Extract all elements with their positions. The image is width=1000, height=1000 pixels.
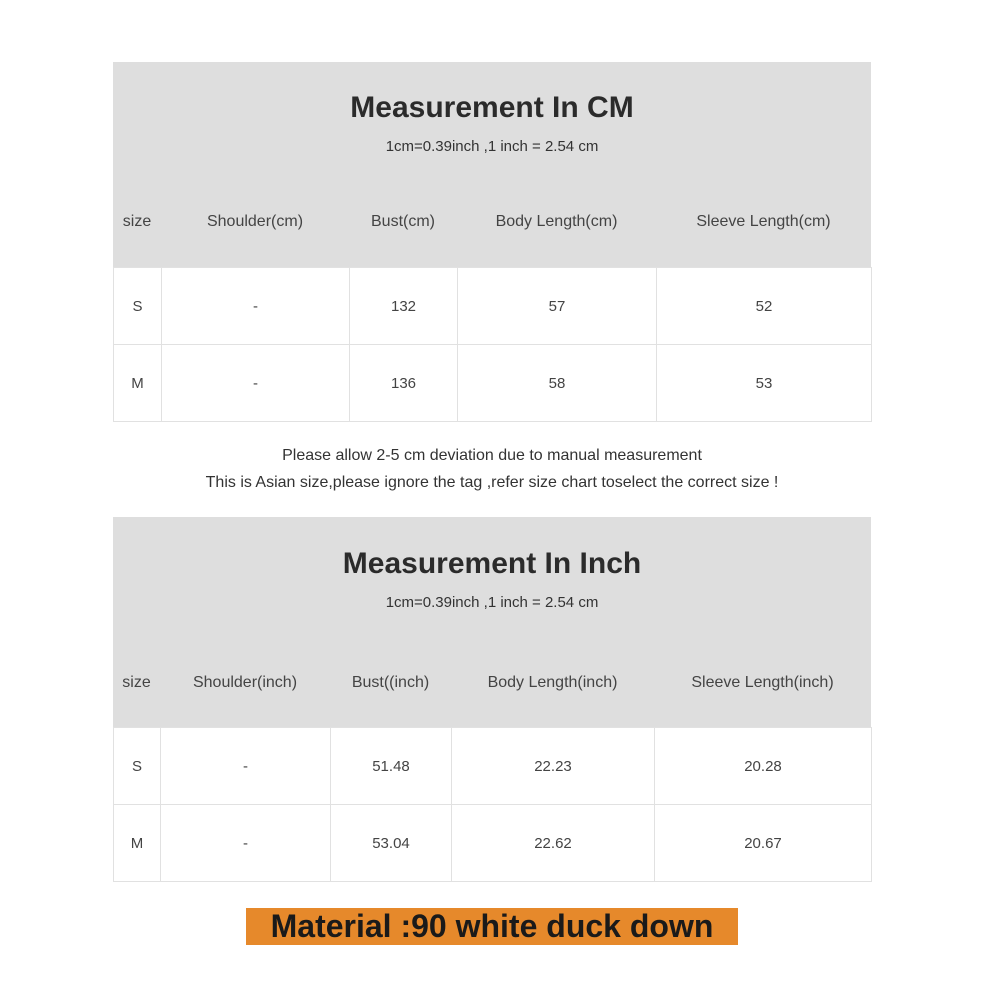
cell-size: M [114,345,162,422]
cell-bust: 51.48 [331,728,452,805]
cell-shoulder: - [162,345,350,422]
cell-shoulder: - [162,268,350,345]
cell-sleeve-length: 53 [657,345,872,422]
table-row [114,728,872,805]
inch-subtitle: 1cm=0.39inch ,1 inch = 2.54 cm [385,594,599,611]
col-header-shoulder: Shoulder(cm) [206,213,304,230]
col-header-body-length: Body Length(cm) [495,213,618,230]
col-header-sleeve-length: Sleeve Length(cm) [696,213,831,230]
cell-sleeve-length: 20.28 [655,728,872,805]
cell-body-length: 22.23 [452,728,655,805]
cell-body-length: 58 [458,345,657,422]
cell-bust: 136 [350,345,458,422]
inch-column-headers [113,668,871,698]
note-line-2: This is Asian size,please ignore the tag ,refer size chart toselect the correct size ! [205,474,779,491]
inch-title-block [113,517,871,610]
note-line-1: Please allow 2-5 cm deviation due to manual measurement [282,447,702,464]
cm-column-headers [113,207,871,237]
cell-size: M [114,805,161,882]
table-row [114,345,872,422]
cell-body-length: 57 [458,268,657,345]
size-chart [113,62,871,882]
inch-title: Measurement In Inch [342,547,642,580]
inch-header-block [113,517,871,727]
cell-bust: 132 [350,268,458,345]
col-header-bust: Bust(cm) [371,213,435,230]
cell-size: S [114,268,162,345]
cell-sleeve-length: 20.67 [655,805,872,882]
col-header-body-length: Body Length(inch) [487,674,618,691]
col-header-size: size [122,213,152,230]
cm-header-block [113,62,871,267]
material-label: Material :90 white duck down [246,908,738,945]
col-header-bust: Bust((inch) [351,674,430,691]
cell-shoulder: - [161,728,331,805]
cm-table [113,267,872,422]
col-header-shoulder: Shoulder(inch) [192,674,298,691]
cell-size: S [114,728,161,805]
col-header-sleeve-length: Sleeve Length(inch) [691,674,834,691]
cell-sleeve-length: 52 [657,268,872,345]
cm-title-block [113,62,871,154]
cm-subtitle: 1cm=0.39inch ,1 inch = 2.54 cm [385,138,599,155]
table-row [114,268,872,345]
deviation-note [113,422,871,517]
cell-bust: 53.04 [331,805,452,882]
inch-table [113,727,872,882]
cm-title: Measurement In CM [350,91,634,124]
cell-shoulder: - [161,805,331,882]
table-row [114,805,872,882]
col-header-size: size [122,674,151,691]
cell-body-length: 22.62 [452,805,655,882]
